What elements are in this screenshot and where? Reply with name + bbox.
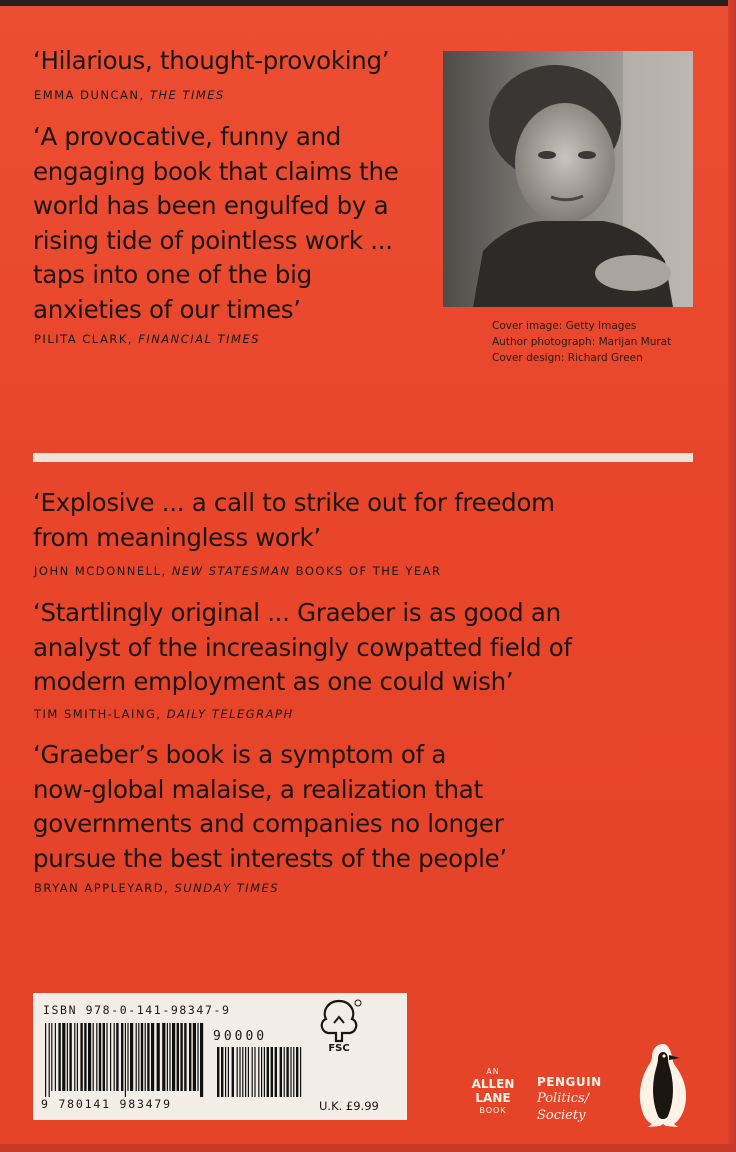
addon-bar <box>300 1047 301 1097</box>
credit-cover-design: Cover design: Richard Green <box>492 352 643 364</box>
addon-bar <box>280 1047 282 1097</box>
attribution-publication: NEW STATESMAN <box>171 564 291 578</box>
right-edge <box>728 0 736 1152</box>
category-line-1: Politics/ <box>537 1091 590 1106</box>
barcode-bar <box>162 1023 165 1091</box>
barcode-bar <box>136 1023 137 1091</box>
barcode-bar <box>184 1023 186 1091</box>
quote-line: ‘Hilarious, thought-provoking’ <box>33 46 390 75</box>
author-photo <box>443 51 693 307</box>
price-label: U.K. £9.99 <box>319 1099 379 1113</box>
attribution-author: TIM SMITH-LAING, <box>34 707 167 721</box>
quote-line: world has been engulfed by a <box>33 191 389 220</box>
addon-bar <box>267 1047 269 1097</box>
attribution-publication: SUNDAY TIMES <box>174 881 280 895</box>
barcode-bar <box>49 1023 50 1097</box>
barcode-bar <box>125 1023 126 1097</box>
barcode-bar <box>180 1023 182 1091</box>
ean-digits: 9 780141 983479 <box>41 1097 172 1111</box>
top-edge <box>0 0 736 6</box>
quote-line: now-global malaise, a realization that <box>33 774 483 804</box>
imprint-allen: ALLEN <box>471 1077 515 1091</box>
addon-bar <box>217 1047 219 1097</box>
barcode-bar <box>116 1023 118 1091</box>
barcode-bar <box>130 1023 133 1091</box>
quote-line: engaging book that claims the <box>33 156 399 186</box>
barcode-bar <box>55 1023 56 1091</box>
addon-bar <box>254 1047 255 1097</box>
imprint-lane: LANE <box>475 1091 511 1105</box>
barcode-bar <box>141 1023 143 1091</box>
barcode-bar <box>84 1023 86 1091</box>
barcode-bar <box>110 1023 111 1091</box>
quote-line: ‘Graeber’s book is a symptom of a <box>33 740 447 769</box>
attribution-publication: DAILY TELEGRAPH <box>166 707 294 721</box>
quote-pilita-clark <box>33 120 398 327</box>
quote-tim-smith-laing <box>33 596 572 700</box>
attribution-tim-smith-laing <box>34 707 294 721</box>
publisher-block <box>537 1074 602 1124</box>
barcode-bar <box>67 1023 68 1091</box>
barcode-bar <box>62 1023 65 1091</box>
fsc-tree-icon <box>314 997 364 1053</box>
barcode-bar <box>172 1023 175 1091</box>
addon-bar <box>228 1047 229 1097</box>
addon-bar <box>221 1047 223 1097</box>
quote-bryan-appleyard <box>33 738 507 876</box>
barcode-bar <box>93 1023 94 1091</box>
addon-bar <box>248 1047 249 1097</box>
bottom-edge <box>0 1144 736 1152</box>
barcode-bar <box>69 1023 71 1091</box>
addon-bar <box>296 1047 298 1097</box>
attribution-author: PILITA CLARK, <box>34 332 139 346</box>
quote-line: pursue the best interests of the people’ <box>33 843 507 873</box>
addon-bar <box>275 1047 277 1097</box>
attribution-publication: THE TIMES <box>149 88 225 102</box>
barcode-bar <box>157 1023 160 1091</box>
attribution-suffix: BOOKS OF THE YEAR <box>290 564 442 578</box>
addon-bar <box>290 1047 291 1097</box>
divider-bar <box>33 453 693 462</box>
author-portrait-icon <box>443 51 693 307</box>
barcode-bar <box>103 1023 105 1091</box>
barcode-bar <box>167 1023 168 1091</box>
barcode-bar <box>114 1023 115 1091</box>
addon-bar <box>239 1047 240 1097</box>
quote-john-mcdonnell <box>33 486 555 555</box>
barcode-bar <box>80 1023 82 1091</box>
credit-cover-image: Cover image: Getty Images <box>492 320 637 332</box>
barcode-bar <box>88 1023 91 1091</box>
barcode-bar <box>99 1023 101 1091</box>
addon-bar <box>293 1047 294 1097</box>
barcode-bar <box>169 1023 170 1091</box>
barcode-bar <box>189 1023 191 1091</box>
addon-bar <box>252 1047 253 1097</box>
quote-line: modern employment as one could wish’ <box>33 667 514 696</box>
addon-bar <box>225 1047 226 1097</box>
barcode-bar <box>106 1023 107 1091</box>
barcode-panel <box>33 993 407 1120</box>
fsc-label: FSC <box>328 1043 350 1053</box>
quote-line: ‘A provocative, funny and <box>33 122 342 151</box>
barcode-bar <box>147 1023 149 1091</box>
quote-line: analyst of the increasingly cowpatted field of <box>33 632 572 662</box>
imprint-book: BOOK <box>479 1106 507 1115</box>
barcode-bar <box>74 1023 75 1091</box>
quote-line: from meaningless work’ <box>33 522 321 552</box>
addon-digits: 90000 <box>213 1029 268 1044</box>
barcode-icon <box>41 1023 311 1097</box>
barcode-bar <box>127 1023 128 1091</box>
isbn-label: ISBN 978-0-141-98347-9 <box>43 1003 231 1017</box>
credit-author-photo: Author photograph: Marijan Murat <box>492 336 672 348</box>
quote-line: anxieties of our times’ <box>33 294 301 324</box>
attribution-publication: FINANCIAL TIMES <box>138 332 261 346</box>
addon-bar <box>232 1047 234 1097</box>
barcode-bar <box>197 1023 198 1091</box>
addon-bar <box>245 1047 246 1097</box>
category-line-2: Society <box>537 1108 586 1123</box>
quote-emma-duncan <box>33 44 389 79</box>
addon-bar <box>286 1047 288 1097</box>
barcode-bar <box>138 1023 139 1091</box>
quote-line: governments and companies no longer <box>33 809 504 838</box>
addon-bar <box>284 1047 285 1097</box>
barcode-bar <box>77 1023 78 1091</box>
allen-lane-imprint <box>462 1066 524 1116</box>
barcode-bar <box>151 1023 154 1091</box>
addon-bar <box>237 1047 238 1097</box>
attribution-pilita-clark <box>34 332 260 346</box>
cover-credits <box>492 318 671 366</box>
barcode-bar <box>51 1023 52 1091</box>
barcode-bar <box>193 1023 196 1091</box>
barcode-bar <box>96 1023 97 1091</box>
attribution-john-mcdonnell <box>34 564 442 578</box>
barcode-bar <box>145 1023 146 1091</box>
quote-line: taps into one of the big <box>33 260 312 289</box>
attribution-author: BRYAN APPLEYARD, <box>34 881 175 895</box>
quote-line: ‘Explosive ... a call to strike out for freedom <box>33 488 555 517</box>
attribution-emma-duncan <box>34 88 225 102</box>
quote-line: ‘Startlingly original ... Graeber is as good an <box>33 598 561 627</box>
addon-bar <box>261 1047 262 1097</box>
addon-bar <box>242 1047 243 1097</box>
attribution-author: JOHN MCDONNELL, <box>34 564 172 578</box>
barcode-bar <box>177 1023 179 1091</box>
barcode-bar <box>200 1023 203 1097</box>
quote-line: rising tide of pointless work ... <box>33 225 393 255</box>
attribution-author: EMMA DUNCAN, <box>34 88 150 102</box>
penguin-logo-icon <box>636 1042 690 1128</box>
addon-bar <box>264 1047 265 1097</box>
publisher-name: PENGUIN <box>537 1075 602 1089</box>
attribution-bryan-appleyard <box>34 881 279 895</box>
addon-bar <box>258 1047 259 1097</box>
barcode-bar <box>45 1023 46 1097</box>
addon-bar <box>271 1047 273 1097</box>
barcode-bar <box>58 1023 60 1091</box>
barcode-bar <box>121 1023 123 1091</box>
imprint-an: AN <box>486 1067 500 1076</box>
